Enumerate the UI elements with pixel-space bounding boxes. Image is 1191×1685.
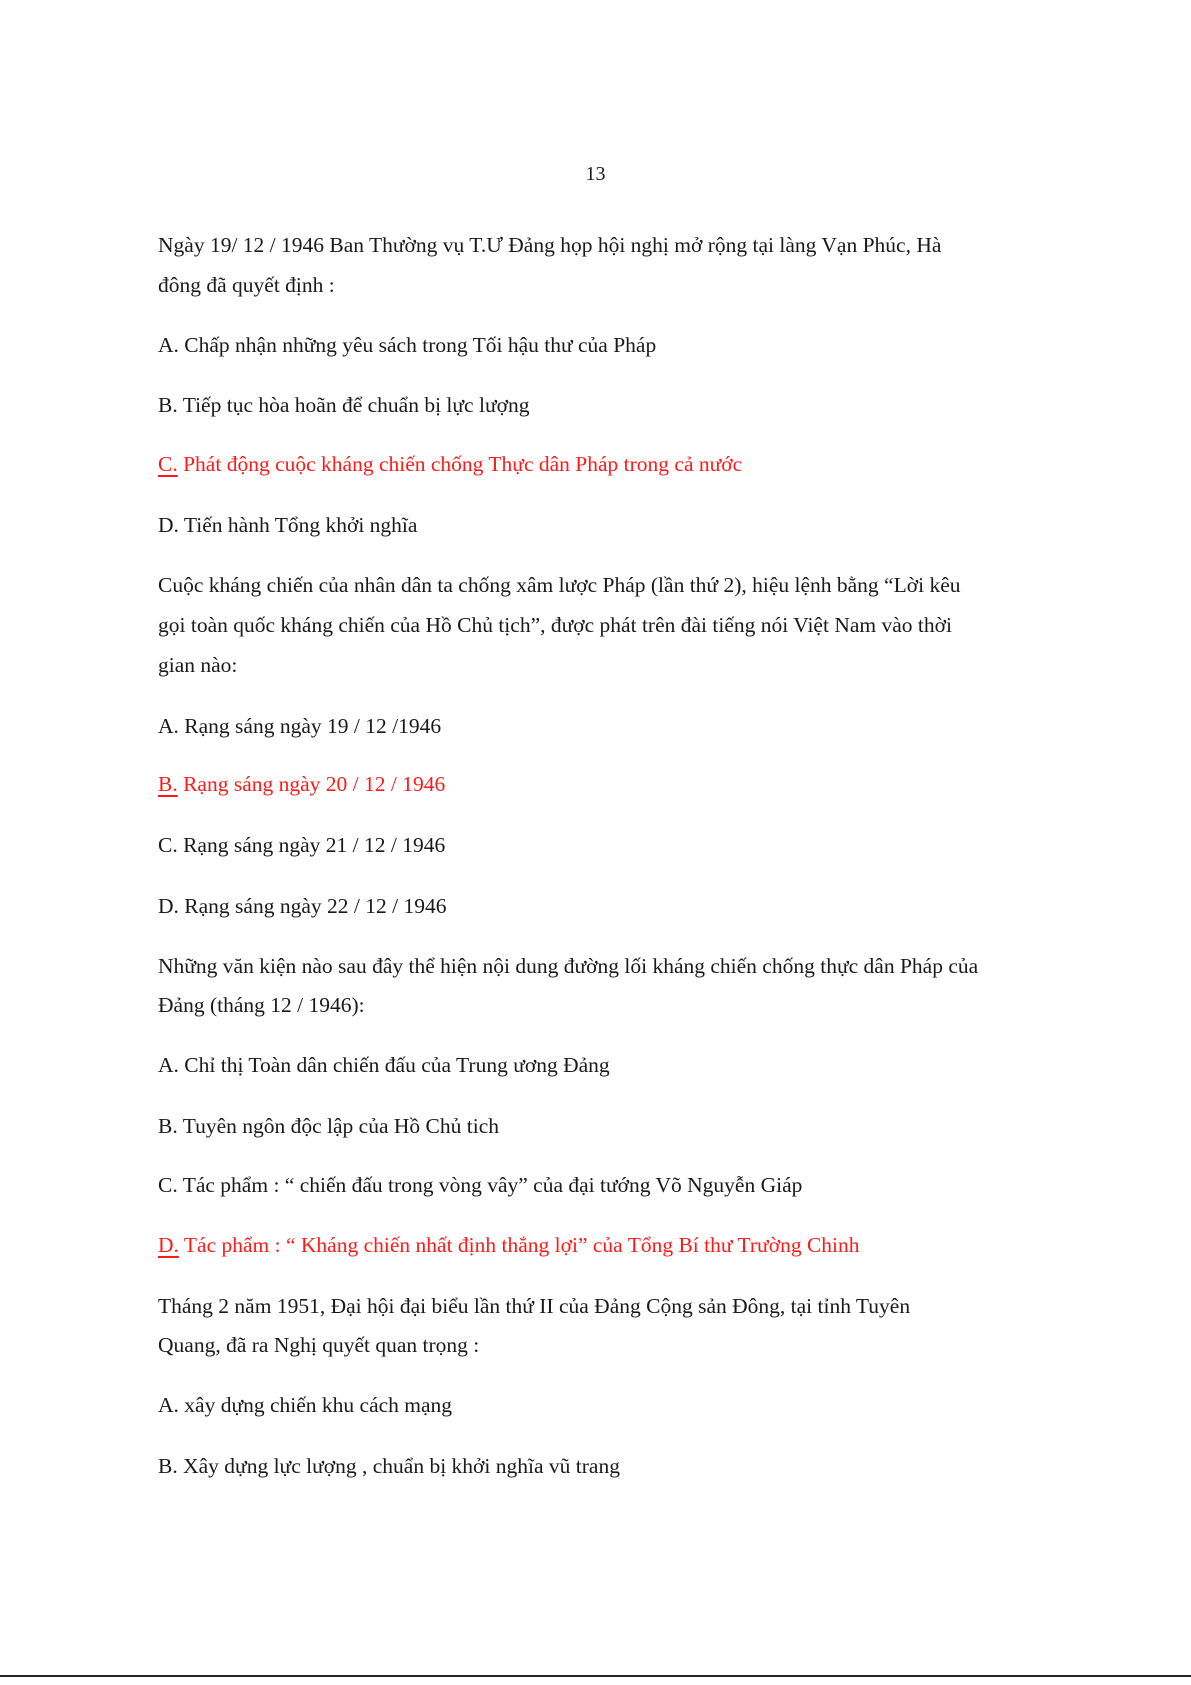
- q1-option-b-text: Tiếp tục hòa hoãn để chuẩn bị lực lượng: [177, 393, 530, 417]
- page-bottom-divider: [0, 1675, 1191, 1677]
- q3-option-b-letter: B.: [158, 1114, 178, 1138]
- q1-stem-line-1: Ngày 19/ 12 / 1946 Ban Thường vụ T.Ư Đảng họp hội nghị mở rộng tại làng Vạn Phúc, Hà: [158, 233, 942, 257]
- q3-option-a-text: Chỉ thị Toàn dân chiến đấu của Trung ương Đảng: [178, 1053, 610, 1077]
- q1-option-a: [158, 332, 656, 358]
- q2-option-d-text: Rạng sáng ngày 22 / 12 / 1946: [178, 894, 447, 918]
- q1-option-a-letter: A.: [158, 333, 179, 357]
- q1-option-d-text: Tiến hành Tổng khởi nghĩa: [178, 513, 418, 537]
- page-number: 13: [585, 163, 606, 185]
- q4-stem-line-1: Tháng 2 năm 1951, Đại hội đại biểu lần thứ II của Đảng Cộng sản Đông, tại tỉnh Tuyên: [158, 1294, 911, 1318]
- q3-option-b-text: Tuyên ngôn độc lập của Hồ Chủ tich: [177, 1114, 500, 1138]
- q2-stem-line-2: gọi toàn quốc kháng chiến của Hồ Chủ tịch”, được phát trên đài tiếng nói Việt Nam vào thời: [158, 613, 952, 637]
- q4-option-b-text: Xây dựng lực lượng , chuẩn bị khởi nghĩa vũ trang: [177, 1454, 620, 1478]
- q4-option-a-text: xây dựng chiến khu cách mạng: [178, 1393, 453, 1417]
- q1-option-a-text: Chấp nhận những yêu sách trong Tối hậu thư của Pháp: [178, 333, 657, 357]
- q2-option-c-letter: C.: [158, 833, 178, 857]
- q3-option-d-correct: [158, 1232, 860, 1258]
- q1-option-c-text: Phát động cuộc kháng chiến chống Thực dân Pháp trong cả nước: [177, 452, 743, 476]
- q2-stem-line-1: Cuộc kháng chiến của nhân dân ta chống xâm lược Pháp (lần thứ 2), hiệu lệnh bằng “Lời kêu: [158, 573, 961, 597]
- q2-option-a: [158, 713, 441, 739]
- q1-option-c-correct: [158, 451, 742, 477]
- q4-option-b-letter: B.: [158, 1454, 178, 1478]
- q2-option-d: [158, 893, 446, 919]
- q2-option-c: [158, 832, 445, 858]
- q1-option-b: [158, 392, 529, 418]
- q3-option-a: [158, 1052, 610, 1078]
- q3-option-d-text: Tác phẩm : “ Kháng chiến nhất định thắng lợi” của Tổng Bí thư Trường Chinh: [178, 1233, 860, 1257]
- q1-option-b-letter: B.: [158, 393, 178, 417]
- q2-option-b-correct: [158, 771, 445, 797]
- q3-stem-line-2: Đảng (tháng 12 / 1946):: [158, 993, 365, 1017]
- q2-option-a-letter: A.: [158, 714, 179, 738]
- q1-option-c-letter: C.: [158, 452, 178, 476]
- q4-option-b: [158, 1453, 620, 1479]
- q2-option-d-letter: D.: [158, 894, 179, 918]
- q1-stem-line-2: đông đã quyết định :: [158, 273, 335, 297]
- q1-option-d-letter: D.: [158, 513, 179, 537]
- q2-option-c-text: Rạng sáng ngày 21 / 12 / 1946: [177, 833, 446, 857]
- q3-option-a-letter: A.: [158, 1053, 179, 1077]
- q4-option-a-letter: A.: [158, 1393, 179, 1417]
- q3-option-b: [158, 1113, 499, 1139]
- q3-option-c: [158, 1172, 802, 1198]
- q3-stem-line-1: Những văn kiện nào sau đây thể hiện nội dung đường lối kháng chiến chống thực dân Pháp của: [158, 954, 979, 978]
- q2-option-a-text: Rạng sáng ngày 19 / 12 /1946: [178, 714, 442, 738]
- q3-option-c-text: Tác phẩm : “ chiến đấu trong vòng vây” của đại tướng Võ Nguyễn Giáp: [177, 1173, 803, 1197]
- q2-stem-line-3: gian nào:: [158, 653, 238, 677]
- q1-option-d: [158, 512, 417, 538]
- q3-option-c-letter: C.: [158, 1173, 178, 1197]
- q3-option-d-letter: D.: [158, 1233, 179, 1257]
- q2-option-b-letter: B.: [158, 772, 178, 796]
- q4-stem-line-2: Quang, đã ra Nghị quyết quan trọng :: [158, 1333, 480, 1357]
- q2-option-b-text: Rạng sáng ngày 20 / 12 / 1946: [177, 772, 446, 796]
- q4-option-a: [158, 1392, 452, 1418]
